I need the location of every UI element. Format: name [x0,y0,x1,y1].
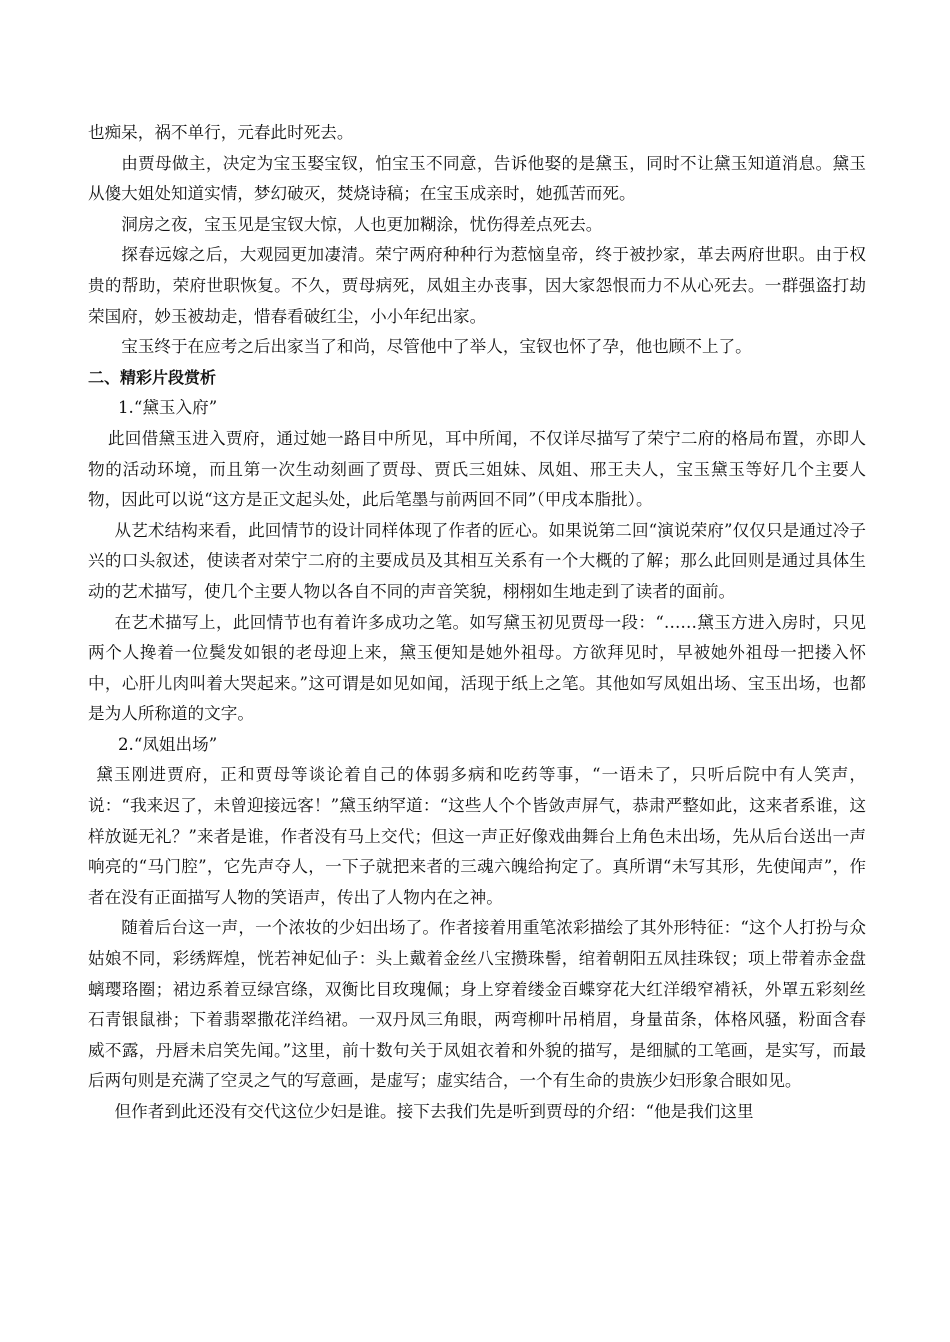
paragraph: 随着后台这一声，一个浓妆的少妇出场了。作者接着用重笔浓彩描绘了其外形特征：“这个人打扮与众姑娘不同，彩绣辉煌，恍若神妃仙子：头上戴着金丝八宝攒珠髻，绾着朝阳五凤挂珠钗；项上带着赤金盘螭璎珞圈；裙边系着豆绿宫绦，双衡比目玫瑰佩；身上穿着缕金百蝶穿花大红洋缎窄褙袄，外罩五彩刻丝石青银鼠褂；下着翡翠撒花洋绉裙。一双丹凤三角眼，两弯柳叶吊梢眉，身量苗条，体格风骚，粉面含春威不露，丹唇未启笑先闻。”这里，前十数句关于凤姐衣着和外貌的描写，是细腻的工笔画，是实写，而最后两句则是充满了空灵之气的写意画，是虚写；虚实结合，一个有生命的贵族少妇形象合眼如见。 [88,918,866,1091]
paragraph: 探春远嫁之后，大观园更加凄清。荣宁两府种种行为惹恼皇帝，终于被抄家，革去两府世职。由于权贵的帮助，荣府世职恢复。不久，贾母病死，凤姐主办丧事，因大家怨恨而力不从心死去。一群强盗打劫荣国府，妙玉被劫走，惜春看破红尘，小小年纪出家。 [88,245,866,326]
document-page [88,118,866,1128]
paragraph: 此回借黛玉进入贾府，通过她一路目中所见，耳中所闻，不仅详尽描写了荣宁二府的格局布置，亦即人物的活动环境，而且第一次生动刻画了贾母、贾氏三姐妹、凤姐、邢王夫人，宝玉黛玉等好几个主要人物，因此可以说“这方是正文起头处，此后笔墨与前两回不同”（甲戌本脂批）。 [88,428,866,510]
paragraph: 从艺术结构来看，此回情节的设计同样体现了作者的匠心。如果说第二回“演说荣府”仅仅只是通过冷子兴的口头叙述，使读者对荣宁二府的主要成员及其相互关系有一个大概的了解；那么此回则是通过具体生动的艺术描写，使几个主要人物以各自不同的声音笑貌，栩栩如生地走到了读者的面前。 [88,520,866,601]
subsection-title: 2.“凤姐出场” [118,734,218,754]
paragraph: 在艺术描写上，此回情节也有着许多成功之笔。如写黛玉初见贾母一段：“……黛玉方进入房时，只见两个人搀着一位鬓发如银的老母迎上来，黛玉便知是她外祖母。方欲拜见时，早被她外祖母一把搂入怀中，心肝儿肉叫着大哭起来。”这可谓是如见如闻，活现于纸上之笔。其他如写凤姐出场、宝玉出场，也都是为人所称道的文字。 [88,612,866,724]
subsection-title: 1.“黛玉入府” [118,398,218,418]
paragraph: 宝玉终于在应考之后出家当了和尚，尽管他中了举人，宝钗也怀了孕，他也顾不上了。 [121,337,752,357]
paragraph: 洞房之夜，宝玉见是宝钗大惊，人也更加糊涂，忧伤得差点死去。 [121,214,603,234]
paragraph: 也痴呆，祸不单行，元春此时死去。 [88,123,354,142]
paragraph: 但作者到此还没有交代这位少妇是谁。接下去我们先是听到贾母的介绍：“他是我们这里 [114,1102,754,1121]
section-heading: 二、精彩片段赏析 [88,367,217,387]
paragraph: 黛玉刚进贾府，正和贾母等谈论着自己的体弱多病和吃药等事，“一语未了，只听后院中有人笑声，说：“我来迟了，未曾迎接远客！”黛玉纳罕道：“这些人个个皆敛声屏气，恭肃严整如此，这来者系谁，这样放诞无礼？”来者是谁，作者没有马上交代；但这一声正好像戏曲舞台上角色未出场，先从后台送出一声响亮的“马门腔”，它先声夺人，一下子就把来者的三魂六魄给拘定了。真所谓“未写其形，先使闻声”，作者在没有正面描写人物的笑语声，传出了人物内在之神。 [88,765,866,907]
paragraph: 由贾母做主，决定为宝玉娶宝钗，怕宝玉不同意，告诉他娶的是黛玉，同时不让黛玉知道消息。黛玉从傻大姐处知道实情，梦幻破灭，焚烧诗稿；在宝玉成亲时，她孤苦而死。 [88,153,866,204]
